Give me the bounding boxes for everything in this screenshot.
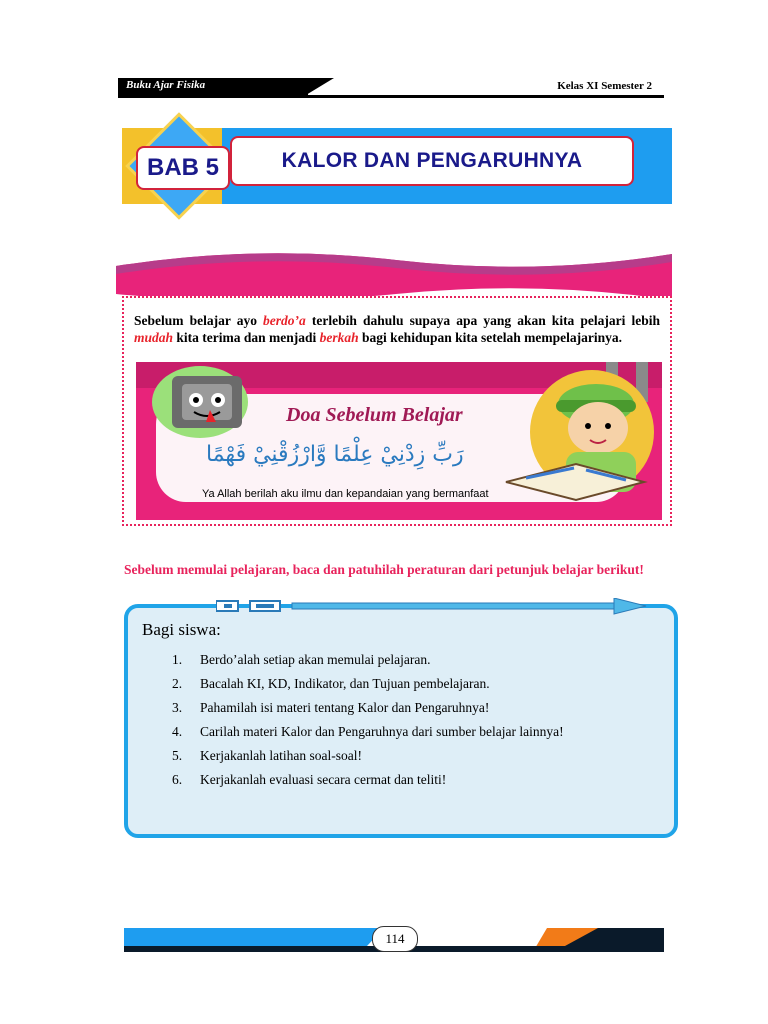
list-item: 2. Bacalah KI, KD, Indikator, dan Tujuan pembelajaran. <box>172 676 490 691</box>
prayer-box <box>122 296 672 526</box>
doa-illustration <box>136 362 662 520</box>
student-guidelines-box <box>124 604 678 838</box>
emphasis-berkah: berkah <box>319 330 359 345</box>
robot-cartoon-icon <box>142 362 272 442</box>
doa-arabic-text: رَبِّ زِدْنِيْ عِلْمًا وَّارْزُقْنِيْ فَهْمًا <box>206 442 464 467</box>
header-book-title: Buku Ajar Fisika <box>126 79 206 91</box>
chapter-number-box <box>136 146 230 190</box>
list-item: 4. Carilah materi Kalor dan Pengaruhnya dari sumber belajar lainnya! <box>172 724 564 739</box>
chapter-title-box <box>230 136 634 186</box>
student-guidelines-list <box>172 648 564 792</box>
list-item: 1. Berdo’alah setiap akan memulai pelajaran. <box>172 652 431 667</box>
boy-reading-icon <box>496 366 662 520</box>
list-item: 6. Kerjakanlah evaluasi secara cermat dan teliti! <box>172 772 447 787</box>
chapter-number: BAB 5 <box>146 154 219 181</box>
pink-ribbon-decoration <box>116 244 672 304</box>
instruction-heading: Sebelum memulai pelajaran, baca dan patuhilah peraturan dari petunjuk belajar berikut! <box>124 562 644 577</box>
header-class-semester: Kelas XI Semester 2 <box>557 80 652 92</box>
chapter-title: KALOR DAN PENGARUHNYA <box>281 149 583 172</box>
page-number: 114 <box>372 926 418 952</box>
header-left-tab <box>118 78 308 95</box>
page-footer <box>124 928 664 954</box>
list-item: 3. Pahamilah isi materi tentang Kalor dan Pengaruhnya! <box>172 700 490 715</box>
emphasis-berdoa: berdo’a <box>263 313 306 328</box>
doa-title: Doa Sebelum Belajar <box>286 404 463 426</box>
chapter-banner <box>122 128 672 204</box>
prayer-paragraph: Sebelum belajar ayo berdo’a terlebih dahulu supaya apa yang akan kita pelajari lebih mudah kita terima dan menjadi berkah bagi kehidupan kita setelah mempelajarinya. <box>134 313 661 345</box>
page-header <box>118 78 664 98</box>
header-rule <box>118 95 664 98</box>
doa-translation: Ya Allah berilah aku ilmu dan kepandaian yang bermanfaat <box>202 488 489 500</box>
list-item: 5. Kerjakanlah latihan soal-soal! <box>172 748 362 763</box>
emphasis-mudah: mudah <box>134 330 174 345</box>
student-guidelines-title: Bagi siswa: <box>142 620 221 639</box>
arrow-right-icon <box>216 598 656 616</box>
